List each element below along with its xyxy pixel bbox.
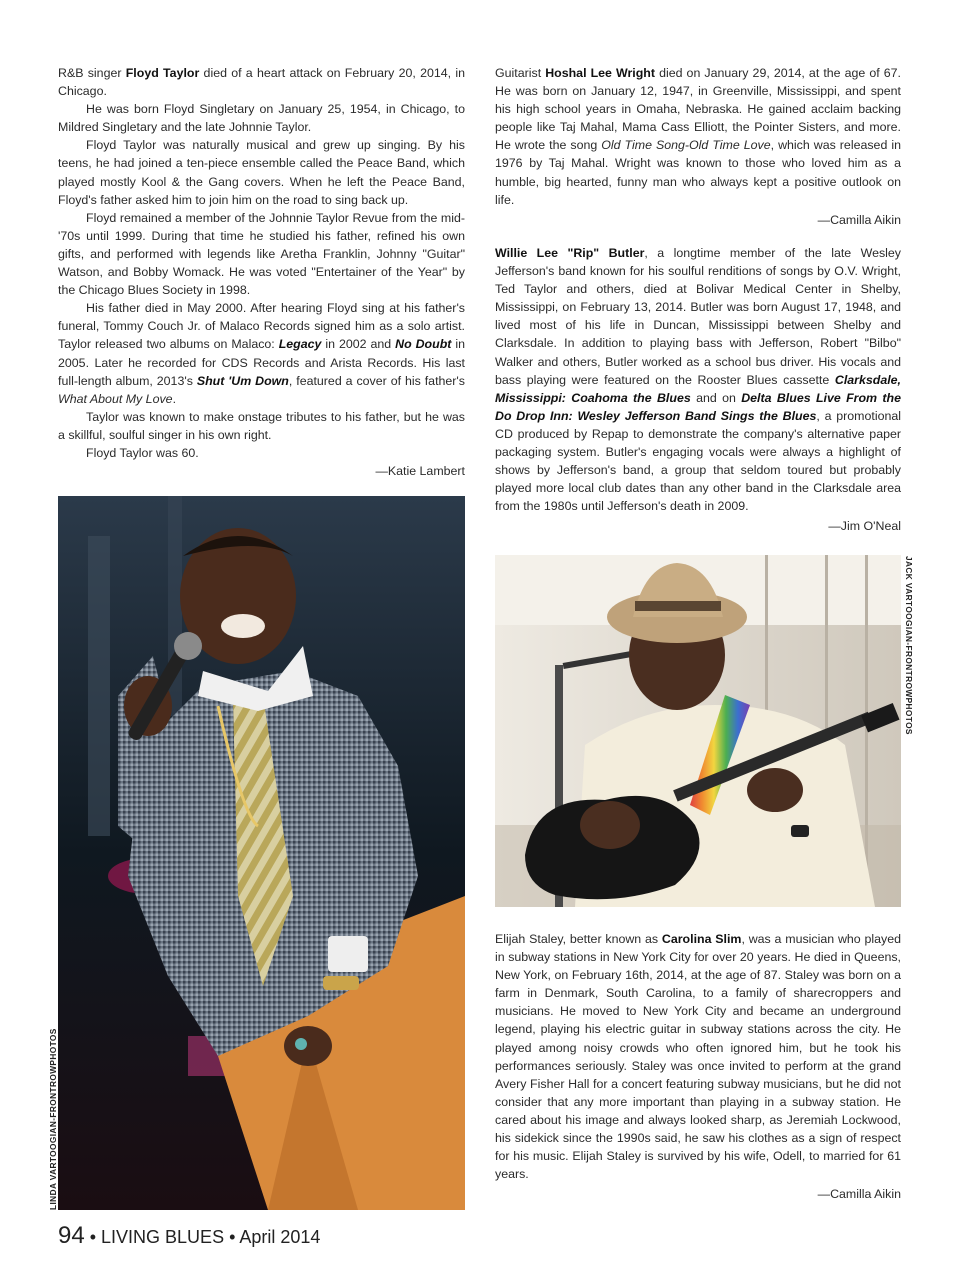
carolina-slim-byline: —Camilla Aikin xyxy=(817,1187,901,1202)
willie-butler-photo xyxy=(495,555,901,907)
floyd-taylor-para-6: Taylor was known to make onstage tributes to his father, but he was a skillful, soulful singer in his own right. xyxy=(58,409,465,442)
hoshal-lee-wright-obituary xyxy=(495,64,901,229)
floyd-taylor-byline: —Katie Lambert xyxy=(375,464,465,479)
carolina-slim-para: Elijah Staley, better known as Carolina Slim, was a musician who played in subway stations in New York City for over 20 years. He died in Queens, New York, on February 16th, 2014, at the age of 87. Staley was born on a farm in Denmark, South Carolina, to a family of sharecroppers and musicians. He moved to New York City and became an underground legend, playing his electric guitar in subway stations across the city. He played among noisy crowds who often ignored him, but he took his performances seriously. Staley was once invited to perform at the grand Avery Fisher Hall for a concert featuring subway musicians, but he did not consider that any more important than playing in a subway station. He cared about his image and always looked sharp, as Jeremiah Lockwood, his sidekick since the 1990s said, he saw his clothes as a sign of respect for his music. Elijah Staley is survived by his wife, Odell, to married for 61 years. xyxy=(495,932,901,1182)
page-number: 94 xyxy=(58,1222,85,1249)
floyd-taylor-name: Floyd Taylor xyxy=(125,66,200,80)
left-photo-credit: LINDA VARTOOGIAN-FRONTROWPHOTOS xyxy=(48,1028,58,1210)
willie-butler-name: Willie Lee "Rip" Butler xyxy=(495,246,645,260)
willie-butler-obituary xyxy=(495,244,901,536)
hoshal-wright-name: Hoshal Lee Wright xyxy=(545,66,655,80)
floyd-taylor-para-5: His father died in May 2000. After hearing Floyd sing at his father's funeral, Tommy Couch Jr. of Malaco Records signed him as a solo artist. Taylor released two albums on Malaco: Legacy in 2002 and No Doubt in 2005. Later he recorded for CDS Records and Arista Records. His last full-length album, 2013's Shut 'Um Down, featured a cover of his father's What About My Love. xyxy=(58,301,466,406)
willie-butler-para: Willie Lee "Rip" Butler, a longtime member of the late Wesley Jefferson's band known for his soulful renditions of songs by O.V. Wright, Ted Taylor and others, died at Bolivar Medical Center in Shelby, Mississippi, on February 13, 2014. Butler was born August 17, 1948, and lived most of his life in Duncan, Mississippi between Shelby and Clarksdale. In addition to playing bass with Jefferson, Robert "Bilbo" Walker and others, Butler worked as a school bus driver. His vocals and bass playing were featured on the Rooster Blues cassette Clarksdale, Mississippi: Coahoma the Blues and on Delta Blues Live From the Do Drop Inn: Wesley Jefferson Band Sings the Blues, a promotional CD produced by Repap to demonstrate the company's alternative paper packaging system. Butler's engaging vocals were always a highlight of shows by Jefferson's band, a group that seldom toured but probably played more local club dates than any other band in the Clarksdale area from the 1980s until Jefferson's death in 2009. xyxy=(495,246,902,514)
carolina-slim-obituary xyxy=(495,930,901,1203)
floyd-taylor-para-4: Floyd remained a member of the Johnnie Taylor Revue from the mid-'70s until 1999. During that time he studied his father, refined his own gifts, and performed with legends like Aretha Franklin, Johnny "Guitar" Watson, and Bobby Womack. He was voted "Entertainer of the Year" by the Chicago Blues Society in 1998. xyxy=(58,210,465,298)
floyd-taylor-para-7: Floyd Taylor was 60. xyxy=(86,445,199,460)
floyd-taylor-para-1: R&B singer Floyd Taylor died of a heart attack on February 20, 2014, in Chicago. xyxy=(58,66,465,99)
page-footer xyxy=(58,1222,320,1250)
willie-butler-byline: —Jim O'Neal xyxy=(828,519,901,534)
magazine-issue: • LIVING BLUES • April 2014 xyxy=(89,1227,321,1247)
right-photo-credit: JACK VARTOOGIAN-FRONTROWPHOTOS xyxy=(904,556,914,735)
carolina-slim-name: Carolina Slim xyxy=(661,932,742,946)
hoshal-wright-para: Guitarist Hoshal Lee Wright died on January 29, 2014, at the age of 67. He was born on January 12, 1947, in Greenville, Mississippi, and spent his high school years in Omaha, Nebraska. He gained acclaim backing people like Taj Mahal, Mama Cass Elliott, the Pointer Sisters, and more. He wrote the song Old Time Song-Old Time Love, which was released in 1976 by Taj Mahal. Wright was known to those who loved him as a humble, big hearted, funny man who always kept a positive outlook on life. xyxy=(495,66,901,207)
floyd-taylor-obituary xyxy=(58,64,465,480)
floyd-taylor-para-2: He was born Floyd Singletary on January 25, 1954, in Chicago, to Mildred Singletary and the late Johnnie Taylor. xyxy=(58,102,465,135)
floyd-taylor-para-3: Floyd Taylor was naturally musical and grew up singing. By his teens, he had joined a ten-piece ensemble called the Peace Band, which played mostly Kool & the Gang covers. When he left the Peace Band, Floyd's father asked him to join him on the road to sing back up. xyxy=(58,138,465,207)
hoshal-wright-byline: —Camilla Aikin xyxy=(817,212,901,227)
floyd-taylor-photo xyxy=(58,496,465,1210)
